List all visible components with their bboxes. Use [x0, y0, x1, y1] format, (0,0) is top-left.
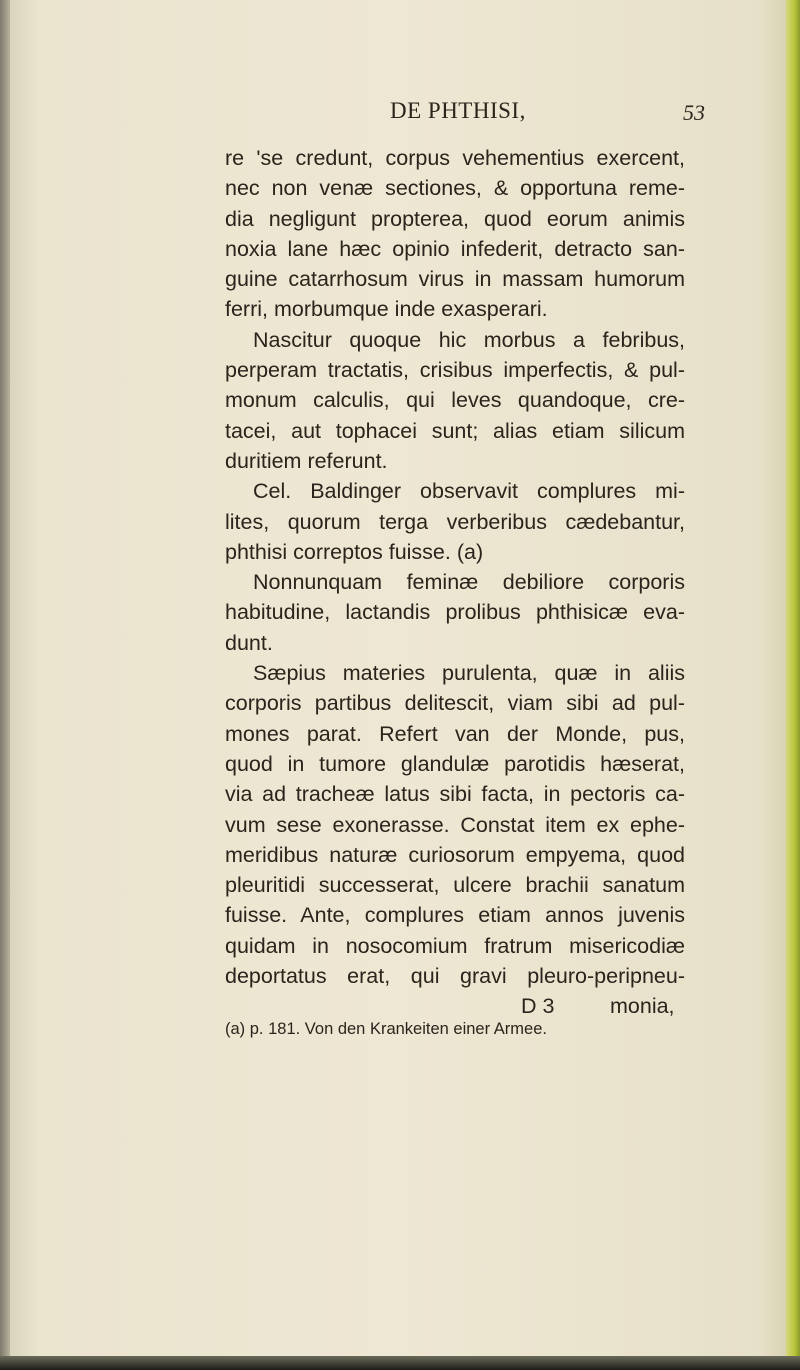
text-line: fuisse. Ante, complures etiam annos juvenis	[225, 903, 685, 928]
signature-mark: D 3	[521, 994, 555, 1019]
running-head: DE PHTHISI,	[390, 98, 526, 123]
text-line: monum calculis, qui leves quandoque, cre-	[225, 388, 685, 413]
text-line: Cel. Baldinger observavit complures mi-	[253, 479, 685, 504]
text-line: quidam in nosocomium fratrum misericodiæ	[225, 933, 685, 958]
text-line: Nonnunquam feminæ debiliore corporis	[253, 570, 685, 595]
text-line: phthisi correptos fuisse. (a)	[225, 539, 484, 564]
text-line: mones parat. Refert van der Monde, pus,	[225, 721, 685, 746]
text-line: dunt.	[225, 630, 273, 655]
page-gutter-edge	[0, 0, 10, 1370]
page-number: 53	[683, 100, 705, 125]
paragraph	[225, 476, 685, 567]
text-line: quod in tumore glandulæ parotidis hæserat,	[225, 751, 685, 776]
text-line: nec non venæ sectiones, & opportuna reme-	[225, 176, 685, 201]
text-line: re 'se credunt, corpus vehementius exercent,	[225, 146, 685, 170]
text-line: corporis partibus delitescit, viam sibi ad pul-	[225, 691, 685, 716]
paragraph	[225, 143, 685, 325]
paragraph	[225, 658, 685, 991]
page-bottom-edge	[0, 1356, 800, 1370]
paragraph	[225, 567, 685, 658]
text-line: duritiem referunt.	[225, 448, 388, 473]
text-line: Sæpius materies purulenta, quæ in aliis	[253, 661, 685, 686]
paragraph	[225, 325, 685, 476]
text-line: noxia lane hæc opinio infederit, detracto san-	[225, 236, 685, 261]
text-line: Nascitur quoque hic morbus a febribus,	[253, 327, 685, 352]
body-text	[225, 143, 685, 1022]
text-line: vum sese exonerasse. Constat item ex ephe-	[225, 812, 685, 837]
page-header	[0, 98, 800, 128]
text-line: pleuritidi successerat, ulcere brachii sanatum	[225, 873, 685, 898]
text-line: tacei, aut tophacei sunt; alias etiam silicum	[225, 418, 685, 443]
text-line: lites, quorum terga verberibus cædebantur,	[225, 509, 685, 534]
text-line: perperam tractatis, crisibus imperfectis, & pul-	[225, 358, 685, 383]
text-line: deportatus erat, qui gravi pleuro-peripneu-	[225, 964, 685, 989]
text-line: habitudine, lactandis prolibus phthisicæ eva-	[225, 600, 685, 625]
footnote: (a) p. 181. Von den Krankeiten einer Armee.	[225, 1020, 547, 1038]
text-line: ferri, morbumque inde exasperari.	[225, 297, 548, 322]
text-line: dia negligunt propterea, quod eorum animis	[225, 206, 685, 231]
text-line: guine catarrhosum virus in massam humorum	[225, 267, 685, 292]
page-outer-edge	[786, 0, 800, 1370]
text-line: via ad tracheæ latus sibi facta, in pectoris ca-	[225, 782, 685, 807]
signature-line	[225, 991, 685, 1021]
text-line: meridibus naturæ curiosorum empyema, quod	[225, 842, 685, 867]
catchword: monia,	[610, 994, 675, 1019]
